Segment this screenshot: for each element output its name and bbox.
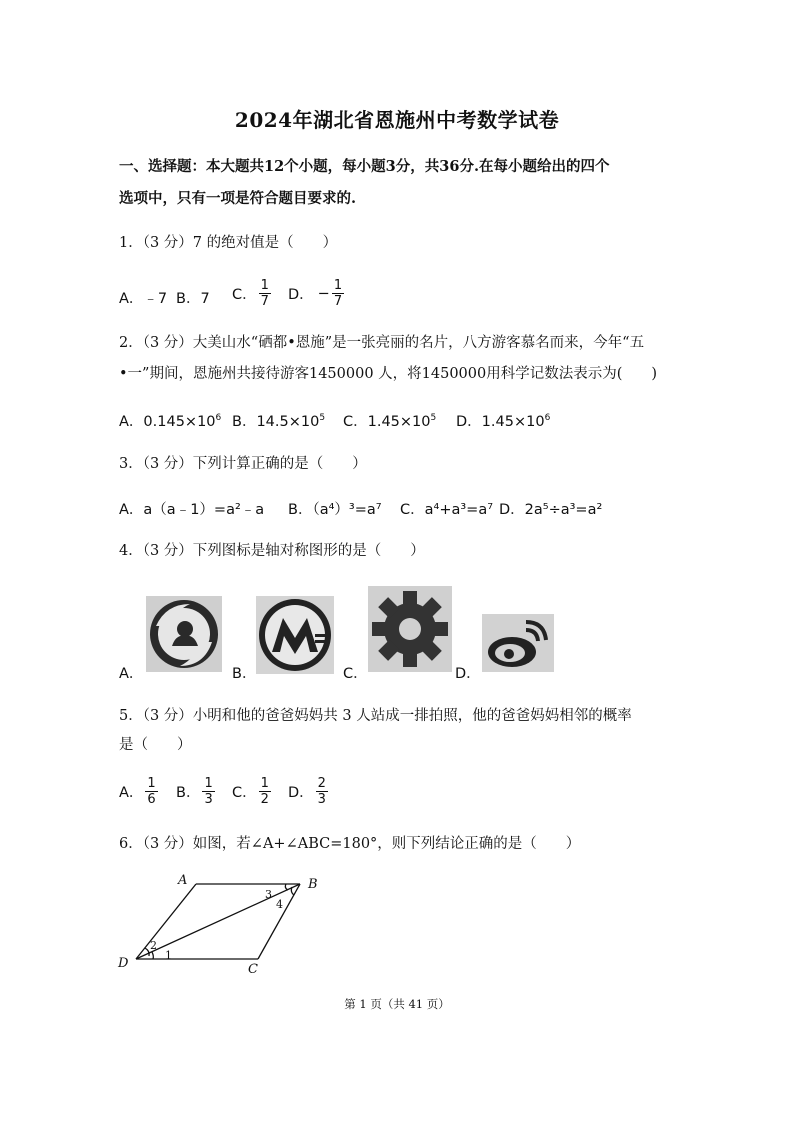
q5-option-a-label: A． <box>119 785 144 801</box>
q1-option-c-label: C． <box>232 287 257 303</box>
angle-3-label: 3 <box>265 888 272 901</box>
angle-1-arc <box>152 952 153 959</box>
q2-option-b <box>232 410 325 431</box>
parallelogram-figure <box>112 868 332 978</box>
q5-option-b-numerator: 1 <box>204 776 213 791</box>
gear-icon <box>368 586 452 672</box>
q2-option-b-exponent: 5 <box>319 413 326 424</box>
q4-figure-a <box>146 596 222 672</box>
q1-option-d-numerator: 1 <box>333 278 343 293</box>
q2-option-a <box>119 410 221 431</box>
angle-2-label: 2 <box>150 939 157 952</box>
q1-option-c <box>232 278 273 309</box>
label-b: B <box>308 877 318 892</box>
question-5-stem-line-1: 5．（3 分）小明和他的爸爸妈妈共 3 人站成一排拍照，他的爸爸妈妈相邻的概率 <box>119 708 632 724</box>
label-c: C <box>248 962 258 977</box>
q2-option-d-base: D．1.45×10 <box>456 414 545 430</box>
people-logo-icon <box>146 596 222 672</box>
q5-option-a-fraction <box>145 776 157 807</box>
diagonal-db <box>136 884 300 959</box>
angle-4-arc <box>291 887 294 895</box>
q2-option-d <box>456 410 550 431</box>
q3-option-b: B．（a⁴）³=a⁷ <box>288 502 382 518</box>
q5-option-b <box>176 776 217 807</box>
weibo-logo-icon <box>482 614 554 672</box>
label-a: A <box>178 873 188 888</box>
q4-option-c-label: C． <box>343 666 368 682</box>
q5-option-b-denominator: 3 <box>204 792 213 807</box>
q5-option-d <box>288 776 330 807</box>
q4-figure-c <box>368 586 452 672</box>
page-footer: 第 1 页（共 41 页） <box>344 997 450 1011</box>
q5-option-c-numerator: 1 <box>260 776 269 791</box>
angle-1-label: 1 <box>165 949 172 962</box>
q1-option-d-label: D． <box>288 287 314 303</box>
q4-figure-b <box>256 596 334 674</box>
angle-3-arc <box>285 884 288 890</box>
q5-option-d-numerator: 2 <box>317 776 326 791</box>
q5-option-c-fraction <box>259 776 271 807</box>
q1-option-d-fraction <box>332 278 344 309</box>
q2-option-b-base: B．14.5×10 <box>232 414 320 430</box>
q5-option-d-denominator: 3 <box>317 792 326 807</box>
section-heading-line-2: 选项中，只有一项是符合题目要求的. <box>119 190 357 207</box>
m-logo-icon <box>256 596 334 674</box>
question-5-stem-line-2: 是（ ） <box>119 737 192 753</box>
q4-option-d-label: D． <box>455 666 481 682</box>
q2-option-c-base: C．1.45×10 <box>343 414 431 430</box>
q3-option-c: C．a⁴+a³=a⁷ <box>400 502 494 518</box>
q2-option-c-exponent: 5 <box>430 413 437 424</box>
q5-option-d-fraction <box>316 776 328 807</box>
q4-option-a-label: A． <box>119 666 144 682</box>
q3-option-a: A．a（a﹣1）=a²﹣a <box>119 502 265 518</box>
q1-option-b: B．7 <box>176 291 210 307</box>
section-heading-line-1: 一、选择题：本大题共12个小题，每小题3分，共36分.在每小题给出的四个 <box>119 158 610 175</box>
q5-option-b-fraction <box>202 776 214 807</box>
q1-option-c-fraction <box>259 278 271 309</box>
q1-option-c-numerator: 1 <box>260 278 269 293</box>
q5-option-c <box>232 776 273 807</box>
q2-option-d-exponent: 6 <box>544 413 551 424</box>
question-3-stem: 3．（3 分）下列计算正确的是（ ） <box>119 456 367 472</box>
segment-da <box>136 884 196 959</box>
question-1-stem: 1．（3 分）7 的绝对值是（ ） <box>119 235 338 251</box>
q5-option-c-label: C． <box>232 785 257 801</box>
q1-option-d <box>288 278 346 309</box>
angle-4-label: 4 <box>276 898 283 911</box>
q5-option-a-numerator: 1 <box>147 776 156 791</box>
q4-figure-d <box>482 614 554 672</box>
question-6-stem: 6．（3 分）如图，若∠A+∠ABC=180°，则下列结论正确的是（ ） <box>119 836 581 852</box>
label-d: D <box>118 956 129 971</box>
q2-option-a-base: A．0.145×10 <box>119 414 216 430</box>
q2-option-a-exponent: 6 <box>215 413 222 424</box>
q2-option-c <box>343 410 436 431</box>
q5-option-b-label: B． <box>176 785 201 801</box>
page-title: 2024年湖北省恩施州中考数学试卷 <box>234 108 560 132</box>
question-2-stem-line-1: 2．（3 分）大美山水“硒都•恩施”是一张亮丽的名片，八方游客慕名而来，今年“五 <box>119 335 645 351</box>
q5-option-a-denominator: 6 <box>147 792 156 807</box>
question-2-stem-line-2: •一”期间，恩施州共接待游客1450000 人，将1450000用科学记数法表示为( ) <box>119 366 658 382</box>
q5-option-d-label: D． <box>288 785 314 801</box>
q5-option-c-denominator: 2 <box>260 792 269 807</box>
q1-option-d-denominator: 7 <box>333 294 343 309</box>
q5-option-a <box>119 776 160 807</box>
q4-option-b-label: B． <box>232 666 257 682</box>
q1-option-c-denominator: 7 <box>260 294 269 309</box>
q1-option-a: A．﹣7 <box>119 291 168 307</box>
question-4-stem: 4．（3 分）下列图标是轴对称图形的是（ ） <box>119 543 425 559</box>
q3-option-d: D．2a⁵÷a³=a² <box>499 502 603 518</box>
q1-option-d-sign: − <box>317 285 330 302</box>
